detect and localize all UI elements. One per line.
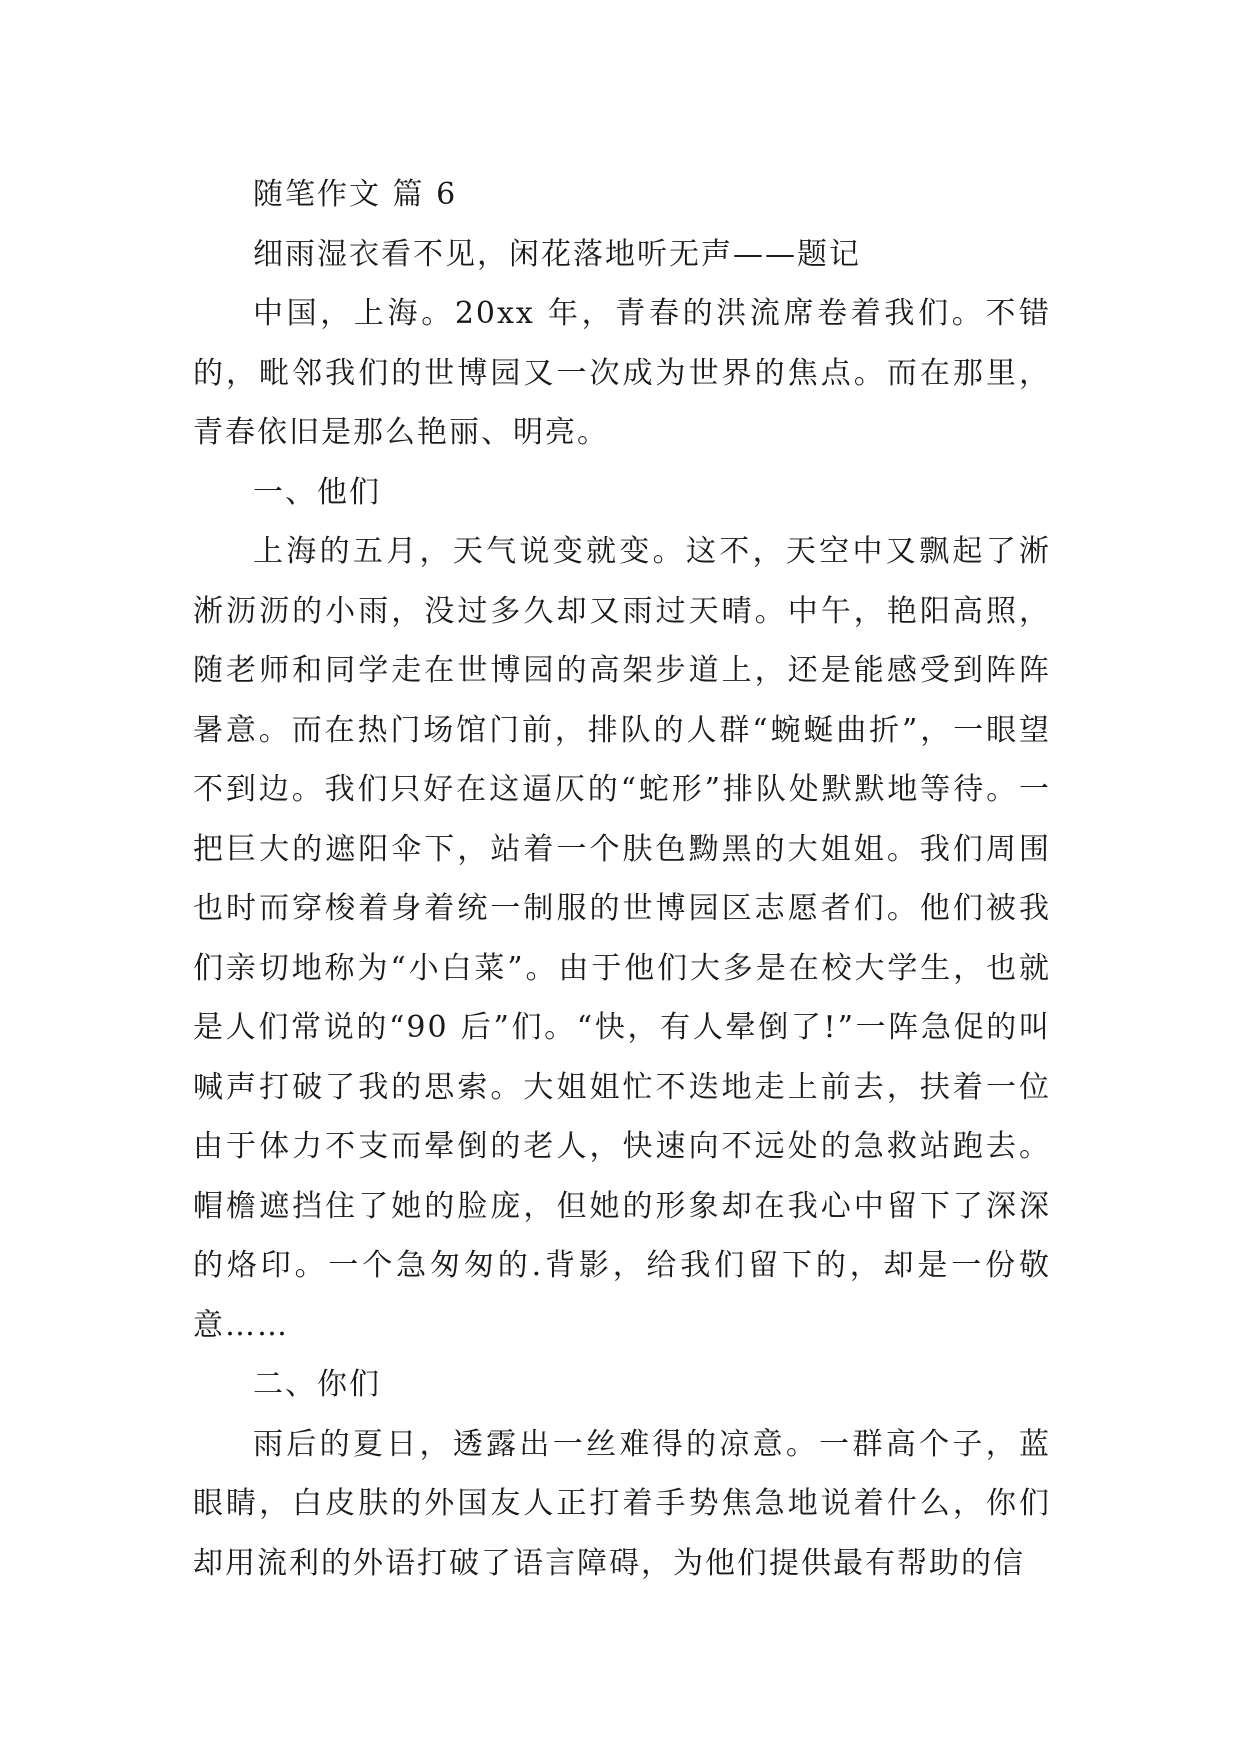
document-title: 随笔作文 篇 6 xyxy=(253,177,458,212)
document-page xyxy=(193,165,1051,1593)
epigraph: 细雨湿衣看不见，闲花落地听无声——题记 xyxy=(253,236,861,272)
paragraph-intro: 中国，上海。20xx 年，青春的洪流席卷着我们。不错的，毗邻我们的世博园又一次成为世界的焦点。而在那里，青春依旧是那么艳丽、明亮。 xyxy=(193,296,1051,450)
section-heading-2: 二、你们 xyxy=(253,1367,381,1402)
section-heading-1: 一、他们 xyxy=(253,474,381,510)
paragraph-section-1: 上海的五月，天气说变就变。这不，天空中又飘起了淅淅沥沥的小雨，没过多久却又雨过天晴。中午，艳阳高照，随老师和同学走在世博园的高架步道上，还是能感受到阵阵暑意。而在热门场馆门前，排队的人群“蜿蜒曲折”，一眼望不到边。我们只好在这逼仄的“蛇形”排队处默默地等待。一把巨大的遮阳伞下，站着一个肤色黝黑的大姐姐。我们周围也时而穿梭着身着统一制服的世博园区志愿者们。他们被我们亲切地称为“小白菜”。由于他们大多是在校大学生，也就是人们常说的“90 后”们。“快，有人晕倒了!”一阵急促的叫喊声打破了我的思索。大姐姐忙不迭地走上前去，扶着一位由于体力不支而晕倒的老人，快速向不远处的急救站跑去。帽檐遮挡住了她的脸庞，但她的形象却在我心中留下了深深的烙印。一个急匆匆的.背影，给我们留下的，却是一份敬意…… xyxy=(193,534,1051,1343)
paragraph-section-2: 雨后的夏日，透露出一丝难得的凉意。一群高个子，蓝眼睛，白皮肤的外国友人正打着手势焦急地说着什么，你们却用流利的外语打破了语言障碍，为他们提供最有帮助的信 xyxy=(193,1426,1051,1581)
